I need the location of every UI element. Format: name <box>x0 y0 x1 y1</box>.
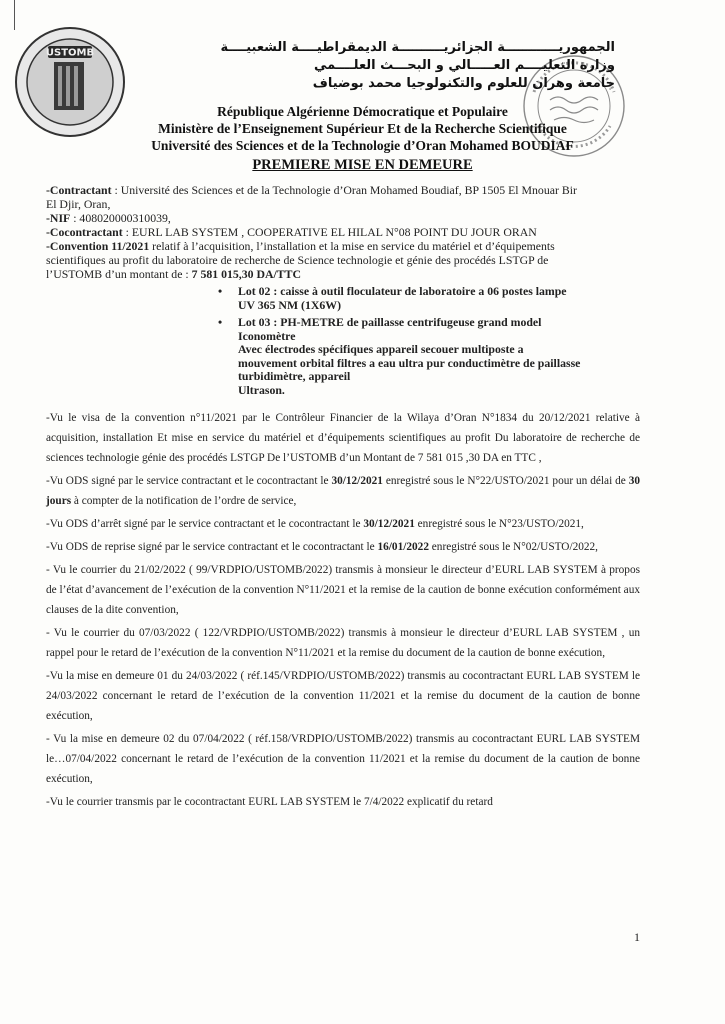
lot-03-line-5: turbidimètre, appareil <box>238 369 351 383</box>
lot-03-line-3: Avec électrodes spécifiques appareil secouer multiposte a <box>238 342 524 356</box>
convention-amount: 7 581 015,30 DA/TTC <box>191 267 302 281</box>
header-arabic-republic: الجمهوريــــــــــــة الجزائريــــــــــة الديمقراطيــــة الشعبيــــة <box>220 40 615 55</box>
cocontractant-value: : EURL LAB SYSTEM , COOPERATIVE EL HILAL N°08 POINT DU JOUR ORAN <box>122 225 537 239</box>
notice-01-paragraph: -Vu la mise en demeure 01 du 24/03/2022 ( réf.145/VRDPIO/USTOMB/2022) transmis au cocontractant EURL LAB SYSTEM le 24/03/2022 concernant le retard de l’exécution de la convention 11/2021 et la remise du document de la caution de bonne exécution, <box>46 670 640 722</box>
header-arabic-university: جامعة وهران للعلوم والتكنولوجيا محمد بوضياف <box>312 76 615 91</box>
logo-lettering: USTOMB <box>45 47 95 59</box>
convention-line-3 <box>46 268 646 282</box>
document-title: PREMIERE MISE EN DEMEURE <box>252 157 473 173</box>
cocontractant-label: -Cocontractant <box>46 225 123 239</box>
contractant-line-2: El Djir, Oran, <box>46 197 111 211</box>
nif-value: : 408020000310039, <box>70 211 171 225</box>
convention-line-2: scientifiques au profit du laboratoire de recherche de Science technologie et génie des procédés LSTGP de <box>46 253 549 267</box>
lot-03 <box>218 315 658 397</box>
cocontractant-line <box>46 226 646 240</box>
letter-07-03-paragraph: - Vu le courrier du 07/03/2022 ( 122/VRDPIO/USTOMB/2022) transmis à monsieur le directeur d’EURL LAB SYSTEM , un rappel pour le retard de l’exécution de la convention N°11/2021 et la remise du document de la caution de bonne exécution, <box>46 627 640 659</box>
convention-line <box>46 240 646 254</box>
considerations <box>46 408 640 815</box>
lot-02-line-2: UV 365 NM (1X6W) <box>238 297 341 312</box>
ods-resume-paragraph: -Vu ODS de reprise signé par le service contractant et le cocontractant le 16/01/2022 enregistré sous le N°02/USTO/2022, <box>46 541 599 553</box>
lot-03-line-6: Ultrason. <box>238 382 285 397</box>
header-university: Université des Sciences et de la Technologie d’Oran Mohamed BOUDIAF <box>151 138 574 153</box>
visa-paragraph: -Vu le visa de la convention n°11/2021 par le Contrôleur Financier de la Wilaya d’Oran N°1834 du 20/12/2021 relative à acquisition, installation Et mise en service du matériel et d’équipements scientifiques au profit Du laboratoire de recherche de sciences technologie génie des procédés LSTGP De l’USTOMB d’un Montant de 7 581 015 ,30 DA en TTC , <box>46 412 640 464</box>
header-republic: République Algérienne Démocratique et Populaire <box>217 104 508 119</box>
convention-label: -Convention 11/2021 <box>46 239 150 253</box>
nif-label: -NIF <box>46 211 71 225</box>
letter-21-02-paragraph: - Vu le courrier du 21/02/2022 ( 99/VRDPIO/USTOMB/2022) transmis à monsieur le directeur d’EURL LAB SYSTEM à propos de l’état d’avancement de l’exécution de la convention N°11/2021 et la remise de la caution de bonne exécution conformément aux clauses de la dite convention, <box>46 564 640 616</box>
contractant-line <box>46 184 646 198</box>
lot-03-line-1: Lot 03 : PH-METRE de paillasse centrifugeuse grand model <box>238 315 542 329</box>
contractant-label: -Contractant <box>46 183 112 197</box>
ods-paragraph: -Vu ODS signé par le service contractant et le cocontractant le 30/12/2021 enregistré sous le N°22/USTO/2021 pour un délai de 30 jours à compter de la notification de l’ordre de service, <box>46 475 640 507</box>
contractant-value: : Université des Sciences et de la Technologie d’Oran Mohamed Boudiaf, BP 1505 El Mnouar Bir <box>111 183 577 197</box>
convention-value: relatif à l’acquisition, l’installation et la mise en service du matériel et d’équipements <box>149 239 555 253</box>
header-arabic-ministry: وزارة التعليــــم العـــــالي و البحـــث العلــــمي <box>314 58 615 73</box>
lot-03-line-4: mouvement orbital filtres a eau ultra pur conductimètre de paillasse <box>238 355 581 370</box>
lot-03-line-2: Iconomètre <box>238 328 296 343</box>
ods-stop-paragraph: -Vu ODS d’arrêt signé par le service contractant et le cocontractant le 30/12/2021 enregistré sous le N°23/USTO/2021, <box>46 518 584 530</box>
page-number: 1 <box>634 930 640 944</box>
lot-02 <box>218 284 658 312</box>
bullet-icon: • <box>218 315 223 329</box>
bullet-icon: • <box>218 284 223 298</box>
convention-value-3: l’USTOMB d’un montant de : <box>46 267 192 281</box>
lot-02-line-1: Lot 02 : caisse à outil floculateur de laboratoire a 06 postes lampe <box>238 284 567 298</box>
header-ministry: Ministère de l’Enseignement Supérieur Et de la Recherche Scientifique <box>158 121 567 136</box>
nif-line <box>46 212 646 226</box>
contractor-letter-paragraph: -Vu le courrier transmis par le cocontractant EURL LAB SYSTEM le 7/4/2022 explicatif du retard <box>46 796 493 808</box>
notice-02-paragraph: - Vu la mise en demeure 02 du 07/04/2022 ( réf.158/VRDPIO/USTOMB/2022) transmis au cocontractant EURL LAB SYSTEM le…07/04/2022 concernant le retard de l’exécution de la convention 11/2021 et la remise du document de la caution de bonne exécution, <box>46 733 640 785</box>
